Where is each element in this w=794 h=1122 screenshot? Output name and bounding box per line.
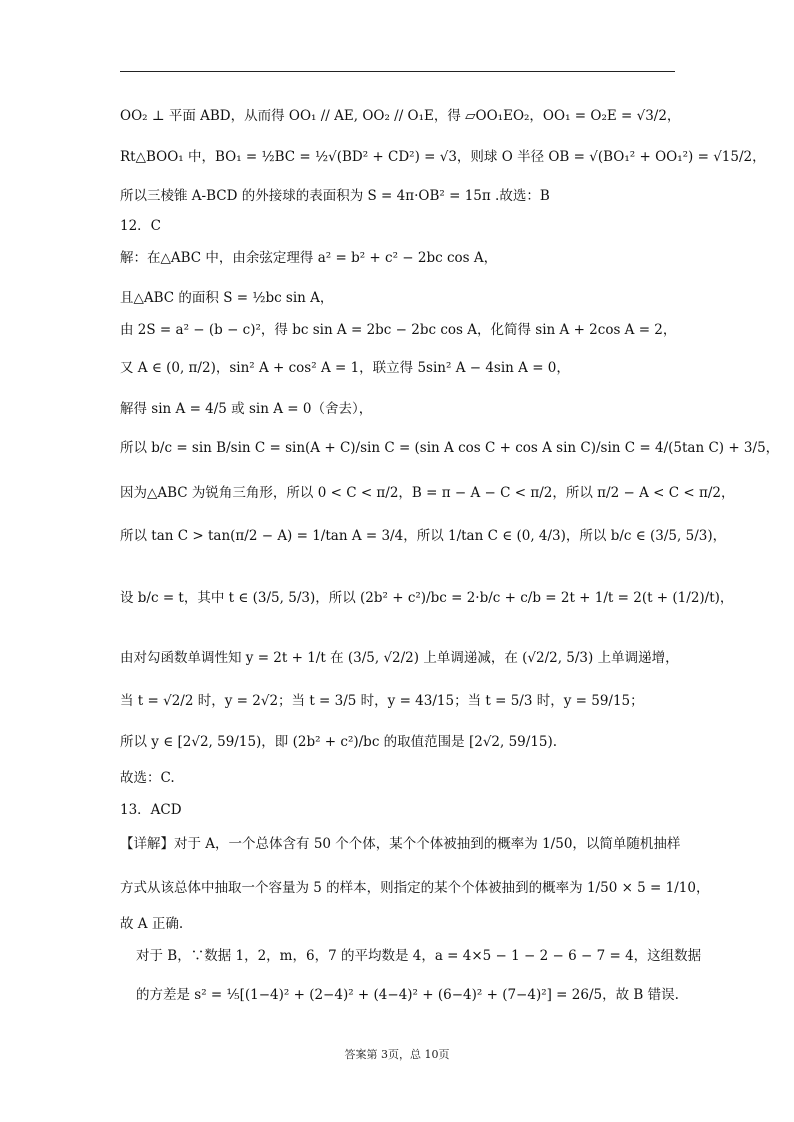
text-line: 方式从该总体中抽取一个容量为 5 的样本，则指定的某个个体被抽到的概率为 1/50 × 5 = 1/10， <box>120 880 710 896</box>
page-footer: 答案第 3页，总 10页 <box>344 1048 450 1061</box>
text-line: 设 b/c = t，其中 t ∈ (3/5, 5/3)，所以 (2b² + c²)/bc = 2·b/c + c/b = 2t + 1/t = 2(t + (1/2)/t)， <box>120 590 734 606</box>
text-line: 所以 y ∈ [2√2, 59/15)，即 (2b² + c²)/bc 的取值范围是 [2√2, 59/15). <box>120 734 558 750</box>
text-line: 解：在△ABC 中，由余弦定理得 a² = b² + c² − 2bc cos A， <box>120 250 498 266</box>
text-line: 由对勾函数单调性知 y = 2t + 1/t 在 (3/5, √2/2) 上单调递减，在 (√2/2, 5/3) 上单调递增， <box>120 650 679 666</box>
text-line: 因为△ABC 为锐角三角形，所以 0 < C < π/2，B = π − A − C < π/2，所以 π/2 − A < C < π/2， <box>120 485 735 501</box>
answer-heading: 13．ACD <box>120 802 182 818</box>
text-line: Rt△BOO₁ 中，BO₁ = ½BC = ½√(BD² + CD²) = √3，则球 O 半径 OB = √(BO₁² + OO₁²) = √15/2， <box>120 149 766 165</box>
text-line: 所以 tan C > tan(π/2 − A) = 1/tan A = 3/4，所以 1/tan C ∈ (0, 4/3)，所以 b/c ∈ (3/5, 5/3)， <box>120 528 727 544</box>
text-line: 解得 sin A = 4/5 或 sin A = 0（舍去）， <box>120 401 373 417</box>
text-line: 【详解】对于 A，一个总体含有 50 个个体，某个个体被抽到的概率为 1/50，以简单随机抽样 <box>120 836 681 852</box>
text-line: 当 t = √2/2 时，y = 2√2；当 t = 3/5 时，y = 43/15；当 t = 5/3 时，y = 59/15； <box>120 693 644 709</box>
text-line: 故选：C. <box>120 770 175 786</box>
text-line: 所以 b/c = sin B/sin C = sin(A + C)/sin C = (sin A cos C + cos A sin C)/sin C = 4/(5tan C) + 3/5， <box>120 440 780 456</box>
text-line: OO₂ ⊥ 平面 ABD，从而得 OO₁ // AE, OO₂ // O₁E，得 ▱OO₁EO₂，OO₁ = O₂E = √3/2， <box>120 108 681 124</box>
answer-heading: 12．C <box>120 218 162 234</box>
text-line: 的方差是 s² = ⅕[(1−4)² + (2−4)² + (4−4)² + (6−4)² + (7−4)²] = 26/5，故 B 错误. <box>136 987 679 1003</box>
text-line: 故 A 正确. <box>120 916 184 932</box>
header-rule <box>120 71 675 72</box>
text-line: 所以三棱锥 A-BCD 的外接球的表面积为 S = 4π·OB² = 15π .故选：B <box>120 188 550 204</box>
text-line: 对于 B，∵数据 1，2，m，6，7 的平均数是 4，a = 4×5 − 1 − 2 − 6 − 7 = 4，这组数据 <box>136 948 702 964</box>
text-line: 由 2S = a² − (b − c)²，得 bc sin A = 2bc − 2bc cos A，化简得 sin A + 2cos A = 2， <box>120 322 677 338</box>
text-line: 又 A ∈ (0, π/2)，sin² A + cos² A = 1，联立得 5sin² A − 4sin A = 0， <box>120 360 570 376</box>
text-line: 且△ABC 的面积 S = ½bc sin A， <box>120 290 334 306</box>
